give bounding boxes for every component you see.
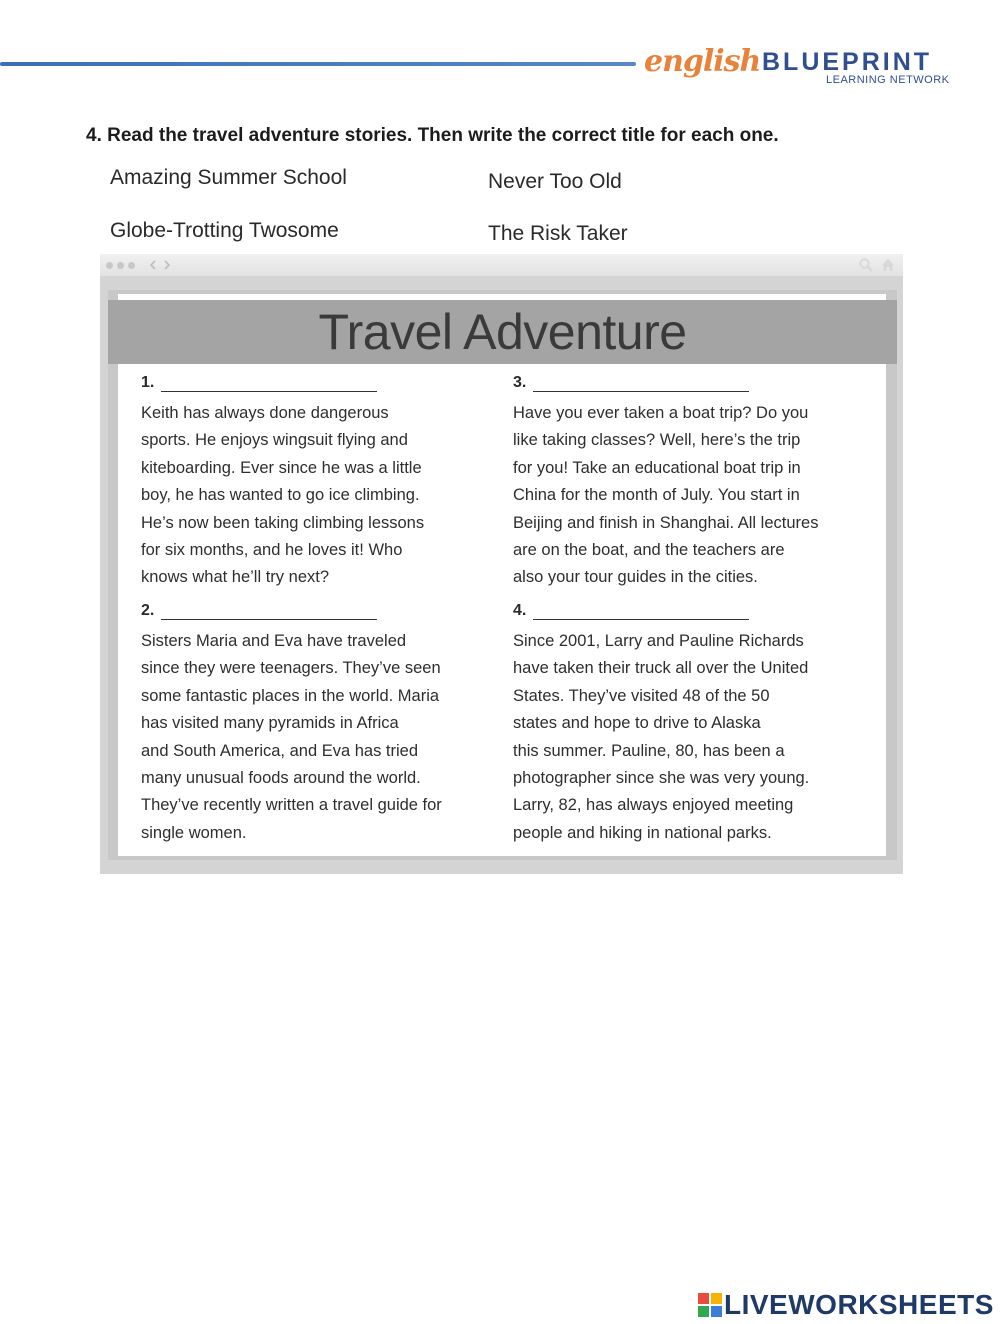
story-4 — [513, 602, 873, 847]
exercise-instruction: 4. Read the travel adventure stories. Then write the correct title for each one. — [86, 125, 779, 146]
forward-icon — [161, 258, 172, 272]
liveworksheets-logo — [698, 1289, 998, 1319]
window-dot-icon — [128, 262, 135, 269]
brand-bold-word: BLUEPRINT — [762, 48, 933, 76]
answer-blank-line — [161, 619, 377, 620]
brand-subtitle: LEARNING NETWORK — [826, 74, 950, 86]
title-option-4: The Risk Taker — [488, 222, 628, 245]
browser-toolbar — [100, 254, 903, 276]
story-3 — [513, 374, 873, 592]
window-dot-icon — [117, 262, 124, 269]
liveworksheets-icon — [698, 1293, 722, 1317]
story-number: 4. — [513, 602, 527, 619]
brand-script-word: english — [644, 44, 761, 79]
title-option-2: Never Too Old — [488, 170, 622, 193]
story-number: 3. — [513, 374, 527, 391]
brand-logo — [644, 44, 964, 88]
story-2 — [141, 602, 501, 847]
back-icon — [148, 258, 159, 272]
story-text: Sisters Maria and Eva have traveled since they were teenagers. They’ve seen some fantastic places in the world. Maria has visited many pyramids in Africa and South America, and Eva has tried many unusual foods around the world. They’ve recently written a travel guide for single women. — [141, 632, 442, 842]
story-number: 1. — [141, 374, 155, 391]
answer-blank-line — [533, 619, 749, 620]
story-number: 2. — [141, 602, 155, 619]
title-option-1: Amazing Summer School — [110, 166, 347, 189]
liveworksheets-wordmark: LIVEWORKSHEETS — [724, 1289, 994, 1320]
window-dot-icon — [106, 262, 113, 269]
story-text: Have you ever taken a boat trip? Do you like taking classes? Well, here’s the trip for you! Take an educational boat trip in China for the month of July. You start in Beijing and finish in Shanghai. All lectures are on the boat, and the teachers are also your tour guides in the cities. — [513, 404, 819, 587]
answer-blank-line — [533, 391, 749, 392]
header-rule — [0, 62, 636, 66]
title-band — [108, 300, 897, 364]
home-icon — [880, 257, 896, 273]
page-title: Travel Adventure — [318, 304, 687, 360]
story-1 — [141, 374, 501, 592]
answer-blank-line — [161, 391, 377, 392]
search-icon — [858, 257, 874, 273]
story-text: Since 2001, Larry and Pauline Richards have taken their truck all over the United States. They’ve visited 48 of the 50 states and hope to drive to Alaska this summer. Pauline, 80, has been a photographer since she was very young. Larry, 82, has always enjoyed meeting people and hiking in national parks. — [513, 632, 810, 842]
story-text: Keith has always done dangerous sports. He enjoys wingsuit flying and kiteboarding. Ever since he was a little boy, he has wanted to go ice climbing. He’s now been taking climbing lessons for six months, and he loves it! Who knows what he’ll try next? — [141, 404, 425, 587]
title-option-3: Globe-Trotting Twosome — [110, 219, 339, 242]
